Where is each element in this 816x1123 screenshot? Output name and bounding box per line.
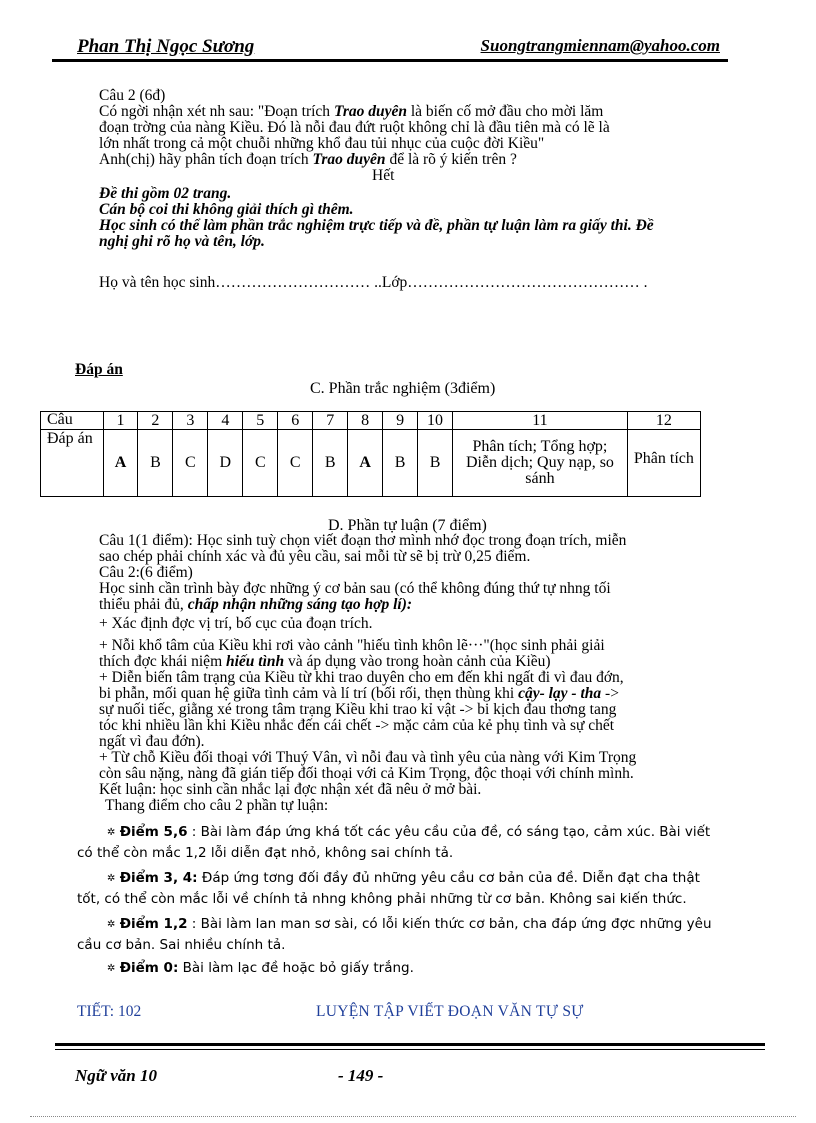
essay-point-4-line-1: + Từ chỗ Kiều đối thoại với Thuý Vân, vì nỗi đau và tình yêu của nàng với Kim Trọng (99, 749, 637, 766)
essay-c2-line-1: Học sinh cần trình bày đợc những ý cơ bản sau (có thể không đúng thứ tự nhng tối (99, 580, 611, 597)
number-cell: 11 (453, 412, 628, 430)
essay-point-3-line-3: sự nuối tiếc, giằng xé trong tâm trạng Kiều khi trao kỉ vật -> bi kịch đau thơng tang (99, 701, 617, 718)
essay-point-3-line-1: + Diễn biến tâm trạng của Kiều từ khi trao duyên cho em đến khi ngất đi vì đau đớn, (99, 669, 624, 686)
footer-page-number: - 149 - (338, 1066, 384, 1085)
answer-cell: C (173, 430, 208, 497)
page-header (75, 36, 720, 58)
question-2-line-4: Anh(chị) hãy phân tích đoạn trích Trao duyên để là rõ ý kiến trên ? (99, 151, 517, 168)
footer-rule-thin (55, 1049, 765, 1050)
footer-subject: Ngữ văn 10 (75, 1066, 157, 1085)
bullet-icon: ✲ (107, 873, 116, 884)
number-cell: 1 (103, 412, 138, 430)
lesson-title: LUYỆN TẬP VIẾT ĐOẠN VĂN TỰ SỰ (316, 1003, 584, 1020)
essay-point-3-line-4: tóc khi nhiều lần khi Kiều nhắc đến cái chết -> mặc cảm của kẻ phụ tình và sự chết (99, 717, 615, 734)
score-scale-title: Thang điểm cho câu 2 phần tự luận: (105, 797, 329, 814)
bullet-icon: ✲ (107, 827, 116, 838)
number-cell: 4 (208, 412, 243, 430)
answer-cell: C (243, 430, 278, 497)
number-cell: 9 (383, 412, 418, 430)
answer-table (40, 411, 701, 497)
header-rule (52, 59, 728, 62)
number-cell: 2 (138, 412, 173, 430)
number-cell: 5 (243, 412, 278, 430)
essay-c2-title: Câu 2:(6 điểm) (99, 564, 193, 581)
footer-rule-thick (55, 1043, 765, 1046)
number-cell: 3 (173, 412, 208, 430)
answer-table-answer-row (41, 430, 701, 497)
essay-c1-line-2: sao chép phải chính xác và đủ yêu cầu, sai mỗi từ sẽ bị trừ 0,25 điểm. (99, 548, 531, 565)
answer-heading: Đáp án (75, 361, 123, 378)
note-line-2: Cán bộ coi thi không giải thích gì thêm. (99, 201, 354, 218)
author-name: Phan Thị Ngọc Sương (77, 36, 255, 57)
end-mark: Hết (372, 167, 395, 184)
score-5-6-line-2: có thể còn mắc 1,2 lỗi diễn đạt nhỏ, không sai chính tả. (77, 845, 454, 861)
lesson-number: TIẾT: 102 (77, 1003, 142, 1020)
score-5-6-line-1: ✲ Điểm 5,6 : Bài làm đáp ứng khá tốt các yêu cầu của đề, có sáng tạo, cảm xúc. Bài viết (107, 824, 711, 840)
essay-point-4-line-2: còn sâu nặng, nàng đã gián tiếp đối thoại với cả Kim Trọng, độc thoại với chính mình. (99, 765, 634, 782)
bullet-icon: ✲ (107, 963, 116, 974)
question-2-line-1: Có ngời nhận xét nh sau: "Đoạn trích Trao duyên là biến cố mở đầu cho mời lăm (99, 103, 604, 120)
row-label-cell: Đáp án (41, 430, 104, 497)
score-1-2-line-2: cầu cơ bản. Sai nhiều chính tả. (77, 937, 286, 953)
bullet-icon: ✲ (107, 919, 116, 930)
essay-c1-line-1: Câu 1(1 điểm): Học sinh tuỳ chọn viết đoạn thơ mình nhớ đọc trong đoạn trích, miễn (99, 532, 627, 549)
answer-cell-11: Phân tích; Tổng hợp; Diễn dịch; Quy nạp, so sánh (453, 430, 628, 497)
essay-c2-line-2: thiểu phải đủ, chấp nhận những sáng tạo hợp lí): (99, 596, 413, 613)
essay-conclusion: Kết luận: học sinh cần nhắc lại đợc nhận xét đã nêu ở mở bài. (99, 781, 482, 798)
score-1-2-line-1: ✲ Điểm 1,2 : Bài làm lan man sơ sài, có lỗi kiến thức cơ bản, cha đáp ứng đợc những yêu (107, 916, 712, 932)
answer-cell-12: Phân tích (627, 430, 700, 497)
essay-point-3-line-2: bi phẫn, mối quan hệ giữa tình cảm và lí trí (bối rối, thẹn thùng khi cậy- lạy - tha -> (99, 685, 619, 702)
answer-cell: A (103, 430, 138, 497)
score-0-line: ✲ Điểm 0: Bài làm lạc đề hoặc bỏ giấy trắng. (107, 960, 414, 976)
student-info-line: Họ và tên học sinh………………………… ..Lớp……………………………………… . (99, 274, 648, 291)
essay-point-2-line-1: + Nỗi khổ tâm của Kiều khi rơi vào cảnh "hiếu tình khôn lẽ···"(học sinh phải giải (99, 637, 605, 654)
exam-notes (99, 186, 739, 250)
number-cell: 7 (313, 412, 348, 430)
note-line-3: Học sinh có thể làm phần trắc nghiệm trực tiếp và đề, phần tự luận làm ra giấy thi. Đề (99, 217, 654, 234)
question-2 (99, 88, 739, 184)
number-cell: 6 (278, 412, 313, 430)
score-3-4-line-1: ✲ Điểm 3, 4: Đáp ứng tơng đối đầy đủ những yêu cầu cơ bản của đề. Diễn đạt cha thật (107, 870, 700, 886)
essay-answers (99, 533, 739, 814)
answer-cell: B (138, 430, 173, 497)
section-c-title: C. Phần trắc nghiệm (3điểm) (310, 380, 496, 397)
header-label-cell: Câu (41, 412, 104, 430)
answer-cell: D (208, 430, 243, 497)
number-cell: 8 (348, 412, 383, 430)
answer-table-header-row (41, 412, 701, 430)
note-line-1: Đề thi gồm 02 trang. (99, 185, 232, 202)
answer-cell: B (383, 430, 418, 497)
answer-cell: B (313, 430, 348, 497)
question-2-title: Câu 2 (6đ) (99, 87, 166, 104)
score-3-4-line-2: tốt, có thể còn mắc lỗi về chính tả nhng không phải những từ cơ bản. Không sai kiến thức. (77, 891, 687, 907)
question-2-line-2: đoạn trờng của nàng Kiều. Đó là nỗi đau đứt ruột không chỉ là đầu tiên mà có lẽ là (99, 119, 610, 136)
answer-cell: C (278, 430, 313, 497)
note-line-4: nghị ghi rõ họ và tên, lớp. (99, 233, 265, 250)
number-cell: 12 (627, 412, 700, 430)
question-2-line-3: lớn nhất trong cả một chuỗi những khổ đau tủi nhục của cuộc đời Kiều" (99, 135, 545, 152)
essay-point-2-line-2: thích đợc khái niệm hiếu tình và áp dụng vào trong hoàn cảnh của Kiều) (99, 653, 551, 670)
essay-point-3-line-5: ngất vì đau đớn). (99, 733, 205, 750)
number-cell: 10 (418, 412, 453, 430)
answer-cell: A (348, 430, 383, 497)
score-scale (77, 822, 747, 979)
author-email: Suongtrangmiennam@yahoo.com (480, 36, 720, 55)
page-bottom-border (30, 1116, 796, 1117)
essay-point-1: + Xác định đợc vị trí, bố cục của đoạn trích. (99, 615, 373, 632)
section-d-title: D. Phần tự luận (7 điểm) (328, 517, 487, 534)
answer-cell: B (418, 430, 453, 497)
